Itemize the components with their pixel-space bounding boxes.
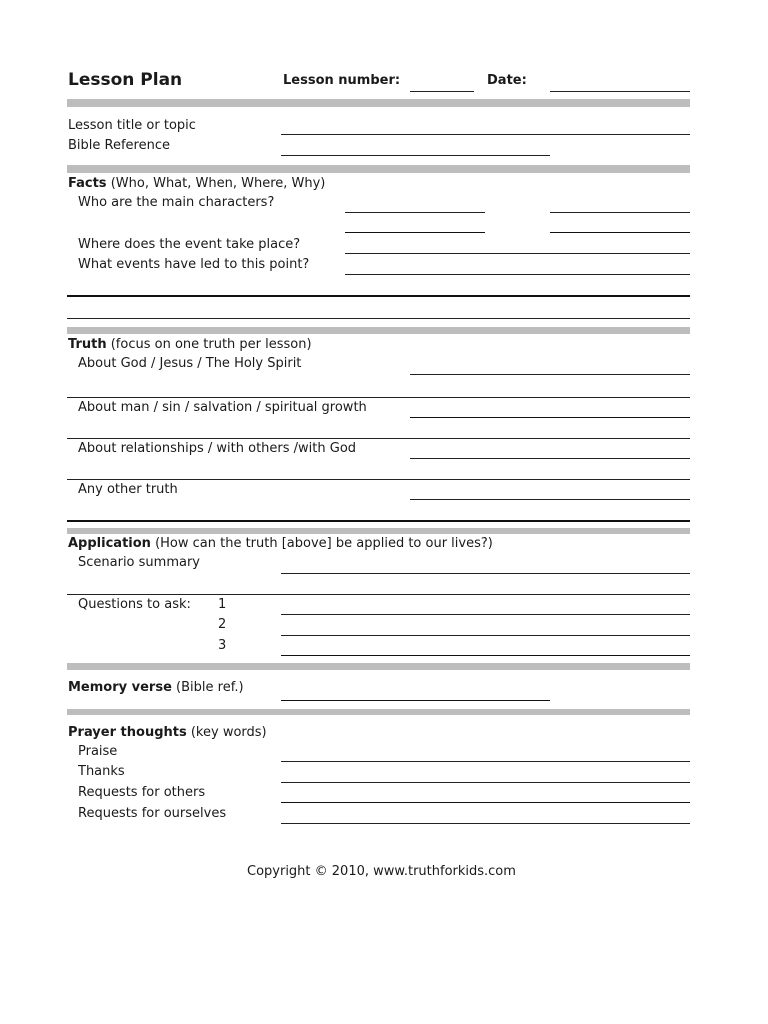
truth-god-label: About God / Jesus / The Holy Spirit <box>78 356 302 371</box>
memory-verse-subheading: (Bible ref.) <box>176 680 244 695</box>
section-divider <box>67 327 690 334</box>
praise-field[interactable] <box>281 761 690 762</box>
application-heading <box>68 536 493 552</box>
thanks-label: Thanks <box>78 764 125 779</box>
facts-subheading: (Who, What, When, Where, Why) <box>110 176 326 191</box>
page-title: Lesson Plan <box>68 70 183 90</box>
truth-end-line <box>67 520 690 522</box>
main-characters-field[interactable] <box>550 232 690 233</box>
events-led-field[interactable] <box>345 274 690 275</box>
lesson-number-field[interactable] <box>410 91 474 92</box>
question-field[interactable] <box>281 655 690 656</box>
section-divider <box>67 528 690 534</box>
question-number: 2 <box>218 617 227 632</box>
lesson-number-label: Lesson number: <box>283 73 401 88</box>
section-divider <box>67 663 690 670</box>
facts-notes-line[interactable] <box>67 295 690 297</box>
application-subheading: (How can the truth [above] be applied to our lives?) <box>155 536 493 551</box>
truth-man-field[interactable] <box>410 417 690 418</box>
main-characters-field[interactable] <box>345 232 485 233</box>
truth-heading-bold: Truth <box>68 337 107 352</box>
facts-heading-bold: Facts <box>68 176 107 191</box>
truth-other-field[interactable] <box>410 499 690 500</box>
section-divider <box>67 165 690 173</box>
truth-heading <box>68 337 312 353</box>
bible-reference-label: Bible Reference <box>68 138 170 153</box>
memory-verse-field[interactable] <box>281 700 550 701</box>
truth-relationships-field[interactable] <box>410 458 690 459</box>
section-divider <box>67 99 690 107</box>
application-heading-bold: Application <box>68 536 151 551</box>
main-characters-field[interactable] <box>550 212 690 213</box>
truth-relationships-label: About relationships / with others /with God <box>78 441 357 456</box>
facts-notes-line[interactable] <box>67 318 690 319</box>
main-characters-field[interactable] <box>345 212 485 213</box>
question-number: 3 <box>218 638 227 653</box>
prayer-heading <box>68 725 267 741</box>
question-field[interactable] <box>281 614 690 615</box>
events-led-label: What events have led to this point? <box>78 257 310 272</box>
date-label: Date: <box>487 73 527 88</box>
prayer-subheading: (key words) <box>190 725 267 740</box>
question-field[interactable] <box>281 635 690 636</box>
truth-man-label: About man / sin / salvation / spiritual growth <box>78 400 367 415</box>
truth-separator <box>67 438 690 439</box>
application-separator <box>67 594 690 595</box>
truth-separator <box>67 397 690 398</box>
requests-others-field[interactable] <box>281 802 690 803</box>
truth-god-field[interactable] <box>410 374 690 375</box>
requests-ourselves-label: Requests for ourselves <box>78 806 227 821</box>
prayer-heading-bold: Prayer thoughts <box>68 725 187 740</box>
lesson-title-label: Lesson title or topic <box>68 118 196 133</box>
event-place-label: Where does the event take place? <box>78 237 301 252</box>
event-place-field[interactable] <box>345 253 690 254</box>
scenario-summary-field[interactable] <box>281 573 690 574</box>
memory-verse-heading-bold: Memory verse <box>68 680 172 695</box>
memory-verse-heading <box>68 680 244 696</box>
bible-reference-field[interactable] <box>281 155 550 156</box>
questions-label: Questions to ask: <box>78 597 191 612</box>
thanks-field[interactable] <box>281 782 690 783</box>
question-number: 1 <box>218 597 227 612</box>
requests-ourselves-field[interactable] <box>281 823 690 824</box>
main-characters-label: Who are the main characters? <box>78 195 275 210</box>
truth-subheading: (focus on one truth per lesson) <box>110 337 312 352</box>
scenario-summary-label: Scenario summary <box>78 555 200 570</box>
praise-label: Praise <box>78 744 118 759</box>
truth-other-label: Any other truth <box>78 482 178 497</box>
lesson-title-field[interactable] <box>281 134 690 135</box>
requests-others-label: Requests for others <box>78 785 206 800</box>
truth-separator <box>67 479 690 480</box>
section-divider <box>67 709 690 715</box>
date-field[interactable] <box>550 91 690 92</box>
copyright-text: Copyright © 2010, www.truthforkids.com <box>247 864 516 879</box>
facts-heading <box>68 176 325 192</box>
